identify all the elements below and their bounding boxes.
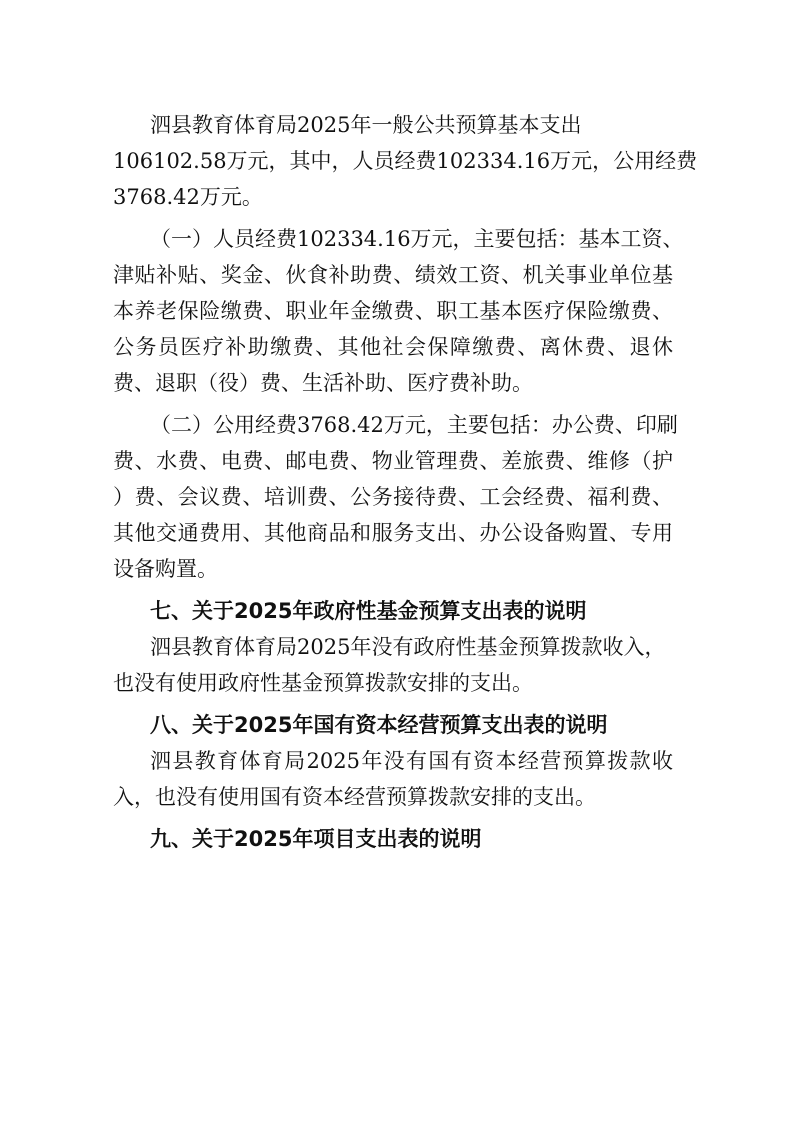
- paragraph-gov-fund-line-1: 泗县教育体育局2025年没有政府性基金预算拨款收入，: [150, 635, 666, 659]
- paragraph-basic-expenditure-line-3: 3768.42万元。: [113, 185, 263, 209]
- paragraph-basic-expenditure-line-2: 106102.58万元，其中，人员经费102334.16万元，公用经费: [113, 149, 698, 173]
- paragraph-personnel-line-1: （一）人员经费102334.16万元，主要包括：基本工资、: [150, 227, 684, 251]
- paragraph-public-line-2: 费、水费、电费、邮电费、物业管理费、差旅费、维修（护: [113, 449, 673, 473]
- paragraph-public-line-3: ）费、会议费、培训费、公务接待费、工会经费、福利费、: [113, 485, 673, 509]
- paragraph-personnel-line-4: 公务员医疗补助缴费、其他社会保障缴费、离休费、退休: [113, 335, 673, 359]
- paragraph-personnel-line-2: 津贴补贴、奖金、伙食补助费、绩效工资、机关事业单位基: [113, 263, 673, 287]
- paragraph-gov-fund-line-2: 也没有使用政府性基金预算拨款安排的支出。: [113, 671, 533, 695]
- paragraph-state-capital-line-1: 泗县教育体育局2025年没有国有资本经营预算拨款收: [150, 749, 673, 773]
- paragraph-personnel-line-3: 本养老保险缴费、职业年金缴费、职工基本医疗保险缴费、: [113, 299, 673, 323]
- section-heading-7: 七、关于2025年政府性基金预算支出表的说明: [150, 599, 587, 623]
- paragraph-basic-expenditure-line-1: 泗县教育体育局2025年一般公共预算基本支出: [150, 113, 582, 137]
- paragraph-public-line-4: 其他交通费用、其他商品和服务支出、办公设备购置、专用: [113, 521, 673, 545]
- section-heading-8: 八、关于2025年国有资本经营预算支出表的说明: [150, 713, 608, 737]
- section-heading-9: 九、关于2025年项目支出表的说明: [150, 827, 482, 851]
- paragraph-public-line-5: 设备购置。: [113, 557, 218, 581]
- paragraph-public-line-1: （二）公用经费3768.42万元，主要包括：办公费、印刷: [150, 413, 678, 437]
- paragraph-state-capital-line-2: 入，也没有使用国有资本经营预算拨款安排的支出。: [113, 785, 596, 809]
- paragraph-personnel-line-5: 费、退职（役）费、生活补助、医疗费补助。: [113, 371, 533, 395]
